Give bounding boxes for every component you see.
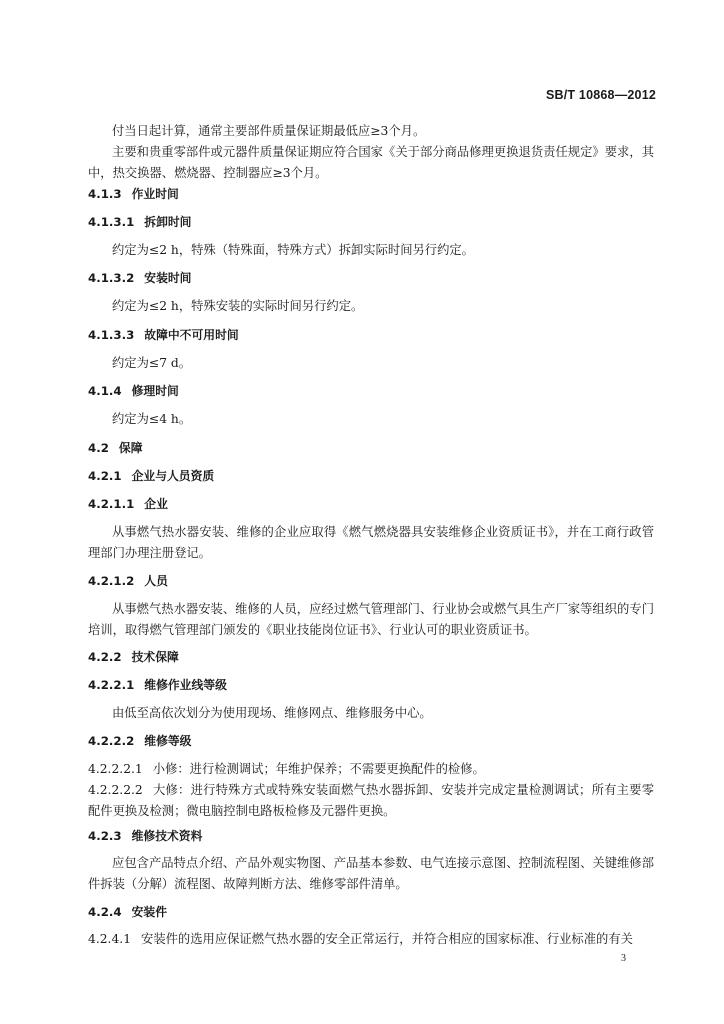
installation-parts-item	[88, 929, 654, 950]
section-heading-4-1-4	[88, 381, 654, 402]
section-number: 4.2.3	[88, 829, 122, 843]
section-title: 保障	[118, 441, 143, 455]
section-heading-4-2-3	[88, 826, 654, 847]
section-number: 4.1.3.1	[88, 215, 135, 229]
section-title: 安装件	[131, 905, 167, 919]
enterprise-qualification-text: 从事燃气热水器安装、维修的企业应取得《燃气燃烧器具安装维修企业资质证书》，并在工商行政管理部门办理注册登记。	[88, 525, 654, 560]
section-heading-4-1-3	[88, 184, 654, 205]
section-number: 4.2.4	[88, 905, 122, 919]
section-heading-4-1-3-3	[88, 325, 654, 346]
section-number: 4.2.2	[88, 650, 122, 664]
standard-number: SB/T 10868—2012	[545, 88, 656, 102]
repair-time-text: 约定为≤4 h。	[112, 412, 192, 426]
section-heading-4-1-3-1	[88, 212, 654, 233]
item-text: 大修：进行特殊方式或特殊安装面燃气热水器拆卸、安装并完成定量检测调试；所有主要零配件更换及检测；微电脑控制电路板检修及元器件更换。	[88, 783, 654, 818]
section-title: 故障中不可用时间	[144, 328, 239, 342]
technical-documents-text: 应包含产品特点介绍、产品外观实物图、产品基本参数、电气连接示意图、控制流程图、关键维修部件拆装（分解）流程图、故障判断方法、维修零部件清单。	[88, 856, 654, 891]
section-heading-4-2-2	[88, 647, 654, 668]
section-number: 4.1.3.2	[88, 271, 135, 285]
section-title: 安装时间	[144, 271, 192, 285]
section-number: 4.1.3	[88, 187, 122, 201]
repair-line-grade-text: 由低至高依次划分为使用现场、维修网点、维修服务中心。	[112, 706, 432, 720]
section-title: 企业与人员资质	[131, 469, 215, 483]
section-heading-4-2-1	[88, 466, 654, 487]
personnel-qualification-text: 从事燃气热水器安装、维修的人员，应经过燃气管理部门、行业协会或燃气具生产厂家等组织的专门培训，取得燃气管理部门颁发的《职业技能岗位证书》、行业认可的职业资质证书。	[88, 602, 654, 637]
section-heading-4-2	[88, 438, 654, 459]
section-number: 4.1.4	[88, 384, 122, 398]
disassembly-time-text: 约定为≤2 h，特殊（特殊面，特殊方式）拆卸实际时间另行约定。	[112, 243, 474, 257]
section-number: 4.1.3.3	[88, 328, 135, 342]
section-title: 维修技术资料	[131, 829, 203, 843]
section-title: 企业	[144, 497, 168, 511]
downtime-text: 约定为≤7 d。	[112, 356, 192, 370]
parts-warranty-paragraph: 主要和贵重零部件或元器件质量保证期应符合国家《关于部分商品修理更换退货责任规定》要求，其中，热交换器、燃烧器、控制器应≥3个月。	[88, 145, 654, 180]
section-heading-4-2-1-1	[88, 494, 654, 515]
section-number: 4.2.2.2	[88, 734, 135, 748]
item-text: 小修：进行检测调试；年维护保养；不需要更换配件的检修。	[152, 762, 485, 776]
section-heading-4-2-4	[88, 902, 654, 923]
section-number: 4.2.2.1	[88, 678, 135, 692]
section-number: 4.2.1	[88, 469, 122, 483]
item-number: 4.2.2.2.1	[88, 762, 143, 776]
section-number: 4.2.1.2	[88, 574, 135, 588]
section-number: 4.2	[88, 441, 109, 455]
page-number: 3	[621, 953, 626, 964]
continued-paragraph: 付当日起计算，通常主要部件质量保证期最低应≥3个月。	[112, 124, 426, 138]
item-number: 4.2.4.1	[88, 932, 132, 946]
major-repair-item	[88, 780, 654, 822]
item-number: 4.2.2.2.2	[88, 783, 143, 797]
section-title: 维修作业线等级	[144, 678, 227, 692]
section-title: 维修等级	[144, 734, 192, 748]
section-title: 作业时间	[131, 187, 179, 201]
section-number: 4.2.1.1	[88, 497, 135, 511]
installation-time-text: 约定为≤2 h，特殊安装的实际时间另行约定。	[112, 299, 364, 313]
minor-repair-item	[88, 759, 654, 780]
section-heading-4-2-2-1	[88, 675, 654, 696]
section-title: 技术保障	[131, 650, 179, 664]
section-heading-4-2-2-2	[88, 731, 654, 752]
section-title: 修理时间	[131, 384, 179, 398]
section-heading-4-2-1-2	[88, 571, 654, 592]
section-title: 拆卸时间	[144, 215, 192, 229]
section-title: 人员	[144, 574, 168, 588]
section-heading-4-1-3-2	[88, 268, 654, 289]
item-text: 安装件的选用应保证燃气热水器的安全正常运行，并符合相应的国家标准、行业标准的有关	[141, 932, 633, 946]
